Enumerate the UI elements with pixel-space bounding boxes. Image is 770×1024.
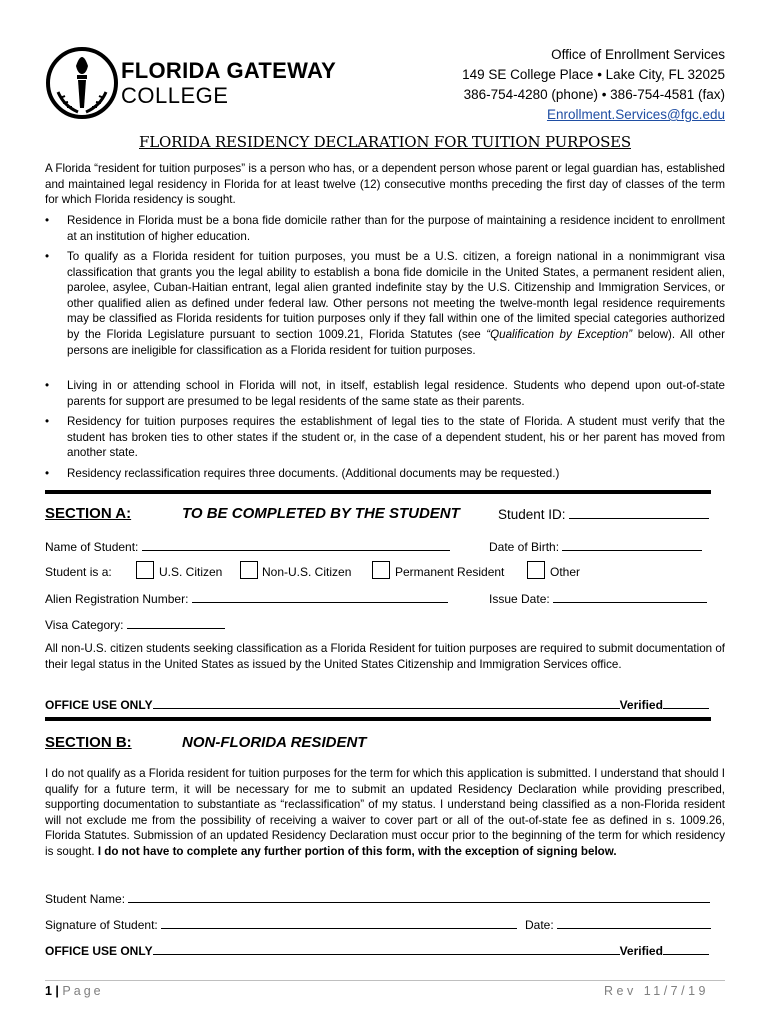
student-type-label: Student is a: — [45, 565, 112, 579]
bullet-icon: • — [45, 415, 50, 428]
dob-input[interactable] — [562, 539, 702, 551]
visa-category-field — [45, 617, 225, 632]
dob-field — [489, 539, 702, 554]
college-name-line1: FLORIDA GATEWAY — [121, 58, 337, 83]
signature-label: Signature of Student: — [45, 918, 158, 932]
college-name-line2: COLLEGE — [121, 83, 229, 108]
alien-registration-field — [45, 591, 448, 606]
student-name-label: Name of Student: — [45, 540, 139, 554]
issue-date-label: Issue Date: — [489, 592, 550, 606]
b-office-use-row — [45, 943, 709, 958]
b-student-name-label: Student Name: — [45, 892, 126, 906]
alien-registration-input[interactable] — [192, 591, 448, 603]
verified-label: Verified — [619, 698, 663, 712]
other-label: Other — [550, 565, 581, 579]
bullet-text: Residence in Florida must be a bona fide domicile rather than for the purpose of maintaining a residence incident to enrollment at an institution of higher education. — [67, 214, 725, 243]
list-item — [45, 249, 725, 358]
b-student-name-input[interactable] — [128, 891, 710, 903]
b-office-use-label: OFFICE USE ONLY — [45, 944, 153, 958]
section-divider — [45, 490, 711, 494]
office-phones: 386-754-4280 (phone) • 386-754-4581 (fax) — [463, 87, 725, 102]
page-separator: | — [51, 984, 63, 998]
issue-date-field — [489, 591, 707, 606]
office-email-link[interactable]: Enrollment.Services@fgc.edu — [546, 107, 725, 122]
b-verified-input[interactable] — [663, 943, 709, 955]
student-id-field — [498, 507, 709, 522]
page-number: 1 — [45, 984, 52, 998]
permanent-resident-checkbox[interactable] — [372, 561, 390, 579]
bullet-text: Living in or attending school in Florida will not, in itself, establish legal residence. Students who depend upon out-of-state parents for support are presumed to be legal residents of the same state as their parents. — [67, 379, 725, 408]
bullet-text-end: below). All other persons are ineligible for classification as a Florida resident for tuition purposes. — [67, 327, 725, 357]
student-id-label: Student ID: — [498, 507, 566, 522]
non-us-citizen-checkbox[interactable] — [240, 561, 258, 579]
verified-input[interactable] — [663, 697, 709, 709]
bullet-italic-text: “Qualification by Exception” — [486, 327, 633, 341]
list-item — [45, 466, 725, 482]
us-citizen-checkbox[interactable] — [136, 561, 154, 579]
bullet-text: Residency reclassification requires three documents. (Additional documents may be requested.) — [67, 467, 560, 480]
non-citizen-note: All non-U.S. citizen students seeking classification as a Florida Resident for tuition purposes are required to submit documentation of their legal status in the United States as issued by the United States Citizenship and Immigration Services office. — [45, 642, 725, 671]
list-item — [45, 378, 725, 409]
signature-field — [45, 917, 517, 932]
dob-label: Date of Birth: — [489, 540, 560, 554]
visa-category-input[interactable] — [127, 617, 225, 629]
section-b-paragraph — [45, 766, 725, 860]
b-date-label: Date: — [525, 918, 554, 932]
us-citizen-label: U.S. Citizen — [159, 565, 223, 579]
revision-date: Rev 11/7/19 — [604, 984, 709, 998]
student-name-field — [45, 539, 450, 554]
signature-input[interactable] — [161, 917, 517, 929]
bullet-icon: • — [45, 467, 50, 480]
intro-paragraph: A Florida “resident for tuition purposes” is a person who has, or a dependent person whose parent or legal guardian has, established and maintained legal residency in Florida for at least twelve (12) consecutive months preceding the first day of classes of the term for which Florida residency is sought. — [45, 162, 725, 207]
bullet-icon: • — [45, 250, 50, 263]
bullet-icon: • — [45, 214, 50, 227]
bullet-icon: • — [45, 379, 50, 392]
issue-date-input[interactable] — [553, 591, 707, 603]
footer-divider — [45, 980, 725, 981]
section-b-title: NON-FLORIDA RESIDENT — [182, 734, 367, 751]
student-name-input[interactable] — [142, 539, 450, 551]
office-name: Office of Enrollment Services — [551, 47, 725, 62]
page-indicator — [45, 984, 104, 998]
permanent-resident-label: Permanent Resident — [395, 565, 505, 579]
page-word: Page — [62, 984, 104, 998]
section-b-bold-text: I do not have to complete any further portion of this form, with the exception of signing below. — [94, 844, 617, 858]
non-us-citizen-label: Non-U.S. Citizen — [262, 565, 352, 579]
office-use-input[interactable] — [153, 697, 620, 709]
b-office-use-input[interactable] — [153, 943, 620, 955]
section-b-label: SECTION B: — [45, 734, 132, 751]
office-use-label: OFFICE USE ONLY — [45, 698, 153, 712]
list-item — [45, 213, 725, 244]
form-title: FLORIDA RESIDENCY DECLARATION FOR TUITION PURPOSES — [139, 133, 631, 151]
bullet-text: To qualify as a Florida resident for tuition purposes, you must be a U.S. citizen, a foreign national in a nonimmigrant visa classification that grants you the legal ability to establish a bona fide domicile in the United States, a permanent resident alien, parolee, asylee, Cuban-Haitian entrant, legal alien granted indefinite stay by the U.S. Citizenship and Immigration Services, or other qualified alien as defined under federal law. Other persons not meeting the twelve-month legal residence requirements may be classified as Florida residents for tuition purposes only if they fall within one of the limited special categories authorized by the Florida Legislature pursuant to section 1009.21, Florida Statutes (see — [67, 250, 725, 341]
student-id-input[interactable] — [569, 507, 709, 519]
b-date-input[interactable] — [557, 917, 711, 929]
section-b-text: I do not qualify as a Florida resident for tuition purposes for the term for which this application is submitted. I understand that should I qualify for a future term, it will be necessary for me to submit an updated Residency Declaration while providing prescribed, supporting documentation to substantiate as “reclassification” of my status. I understand being classified as a non-Florida resident will not exclude me from the possibility of receiving a waiver to cover part or all of the out-of-state fee as defined in s. 1009.26, Florida Statutes. Submission of an updated Residency Declaration must occur prior to the beginning of the term for which residency is sought. — [45, 767, 725, 858]
section-a-title: TO BE COMPLETED BY THE STUDENT — [182, 505, 460, 522]
bullet-text: Residency for tuition purposes requires the establishment of legal ties to the state of Florida. A student must verify that the student has broken ties to other states if the student or, in the case of a dependent student, his or her parent has moved from another state. — [67, 415, 725, 460]
b-verified-label: Verified — [619, 944, 663, 958]
visa-category-label: Visa Category: — [45, 618, 124, 632]
other-checkbox[interactable] — [527, 561, 545, 579]
alien-registration-label: Alien Registration Number: — [45, 592, 189, 606]
section-a-label: SECTION A: — [45, 505, 132, 522]
list-item — [45, 414, 725, 461]
college-logo-icon — [46, 44, 118, 122]
b-student-name-field — [45, 891, 710, 906]
b-date-field — [525, 917, 711, 932]
office-use-row — [45, 697, 709, 712]
office-address: 149 SE College Place • Lake City, FL 32025 — [462, 67, 725, 82]
section-divider — [45, 717, 711, 721]
